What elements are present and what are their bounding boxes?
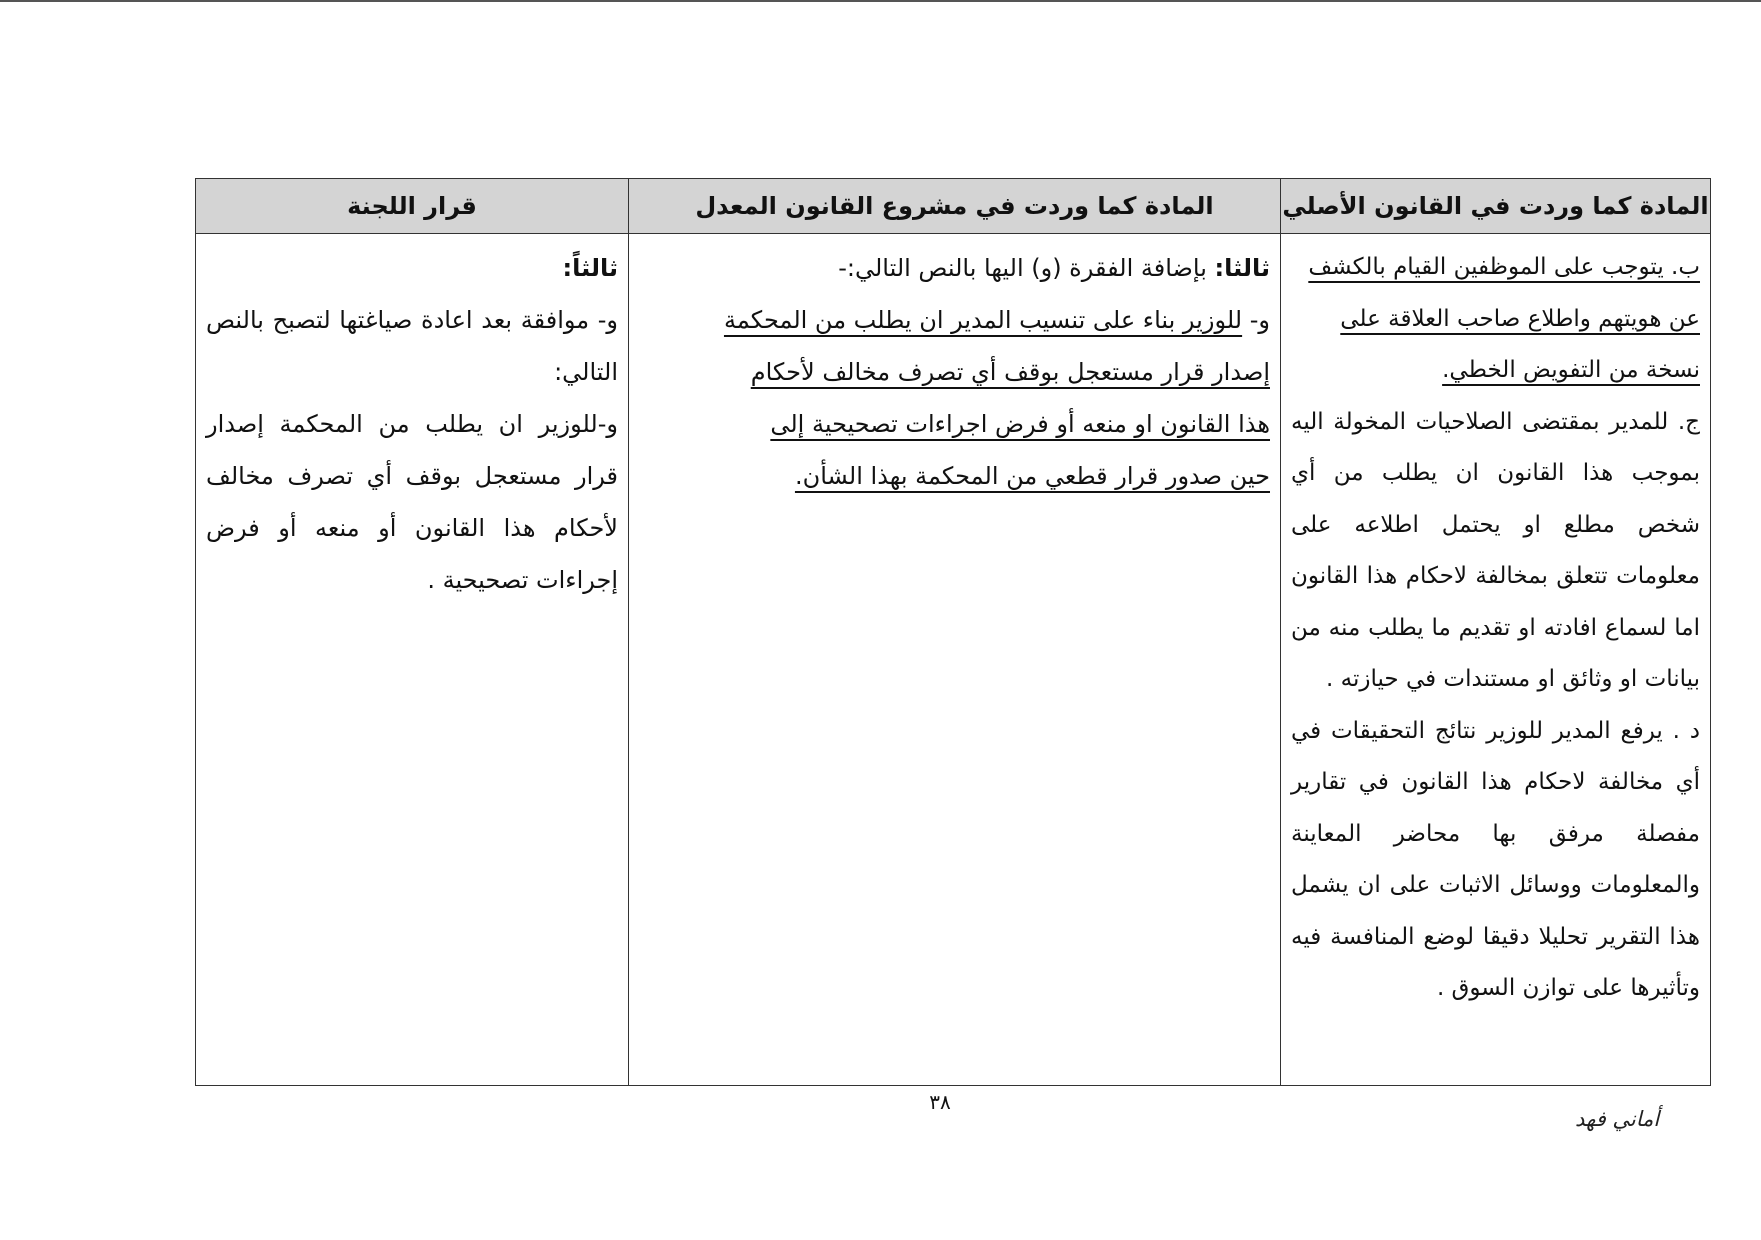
amended-item-text-3: هذا القانون او منعه أو فرض اجراءات تصحيحية إلى [770, 410, 1270, 438]
amended-intro-text: بإضافة الفقرة (و) اليها بالنص التالي:- [838, 254, 1215, 282]
header-amended-draft: المادة كما وردت في مشروع القانون المعدل [629, 179, 1281, 234]
amended-intro-label: ثالثا: [1214, 254, 1270, 282]
original-law-cell [1281, 234, 1711, 1086]
amended-intro-line [639, 242, 1270, 294]
amended-item-text-1: للوزير بناء على تنسيب المدير ان يطلب من المحكمة [723, 306, 1243, 334]
committee-approval-text: و- موافقة بعد اعادة صياغتها لتصبح بالنص التالي: [206, 306, 618, 386]
committee-heading: ثالثاً: [562, 254, 618, 282]
original-paragraph-b-line-1: ب. يتوجب على الموظفين القيام بالكشف [1308, 254, 1700, 280]
signature: أماني فهد [1575, 1107, 1660, 1131]
header-committee-decision: قرار اللجنة [196, 179, 629, 234]
original-paragraph-j: ج. للمدير بمقتضى الصلاحيات المخولة اليه بموجب هذا القانون ان يطلب من أي شخص مطلع او يحتمل اطلاعه على معلومات تتعلق بمخالفة لاحكام هذا القانون اما لسماع افادته او تقديم ما يطلب منه من بيانات او وثائق او مستندات في حيازته . [1291, 408, 1700, 692]
amended-draft-cell [629, 234, 1281, 1086]
original-paragraph-b-line-2: عن هويتهم واطلاع صاحب العلاقة على [1340, 305, 1700, 332]
table-header-row [196, 179, 1711, 234]
table-row [196, 234, 1711, 1086]
amended-item-text-4: حين صدور قرار قطعي من المحكمة بهذا الشأن. [794, 462, 1270, 490]
original-paragraph-d: د . يرفع المدير للوزير نتائج التحقيقات في أي مخالفة لاحكام هذا القانون في تقارير مفصلة مرفق بها محاضر المعاينة والمعلومات ووسائل الاثبات على ان يشمل هذا التقرير تحليلا دقيقا لوضع المنافسة فيه وتأثيرها على توازن السوق . [1291, 717, 1700, 1001]
original-paragraph-b-line-3-wrap [1291, 345, 1700, 397]
top-border-line [0, 0, 1761, 2]
original-paragraph-b-line-3: نسخة من التفويض الخطي. [1442, 357, 1700, 383]
committee-decision-cell [196, 234, 629, 1086]
amended-item-line-4 [639, 450, 1270, 502]
committee-new-text: و-للوزير ان يطلب من المحكمة إصدار قرار مستعجل بوقف أي تصرف مخالف لأحكام هذا القانون أو منعه أو فرض إجراءات تصحيحية . [206, 410, 618, 594]
amended-item-prefix: و- [1242, 306, 1270, 334]
amended-item-text-2: إصدار قرار مستعجل بوقف أي تصرف مخالف لأحكام [750, 358, 1270, 386]
amended-item-line-1 [639, 294, 1270, 346]
header-original-law: المادة كما وردت في القانون الأصلي [1281, 179, 1711, 234]
page-number: ٣٨ [929, 1090, 951, 1114]
comparison-table [195, 178, 1711, 1086]
